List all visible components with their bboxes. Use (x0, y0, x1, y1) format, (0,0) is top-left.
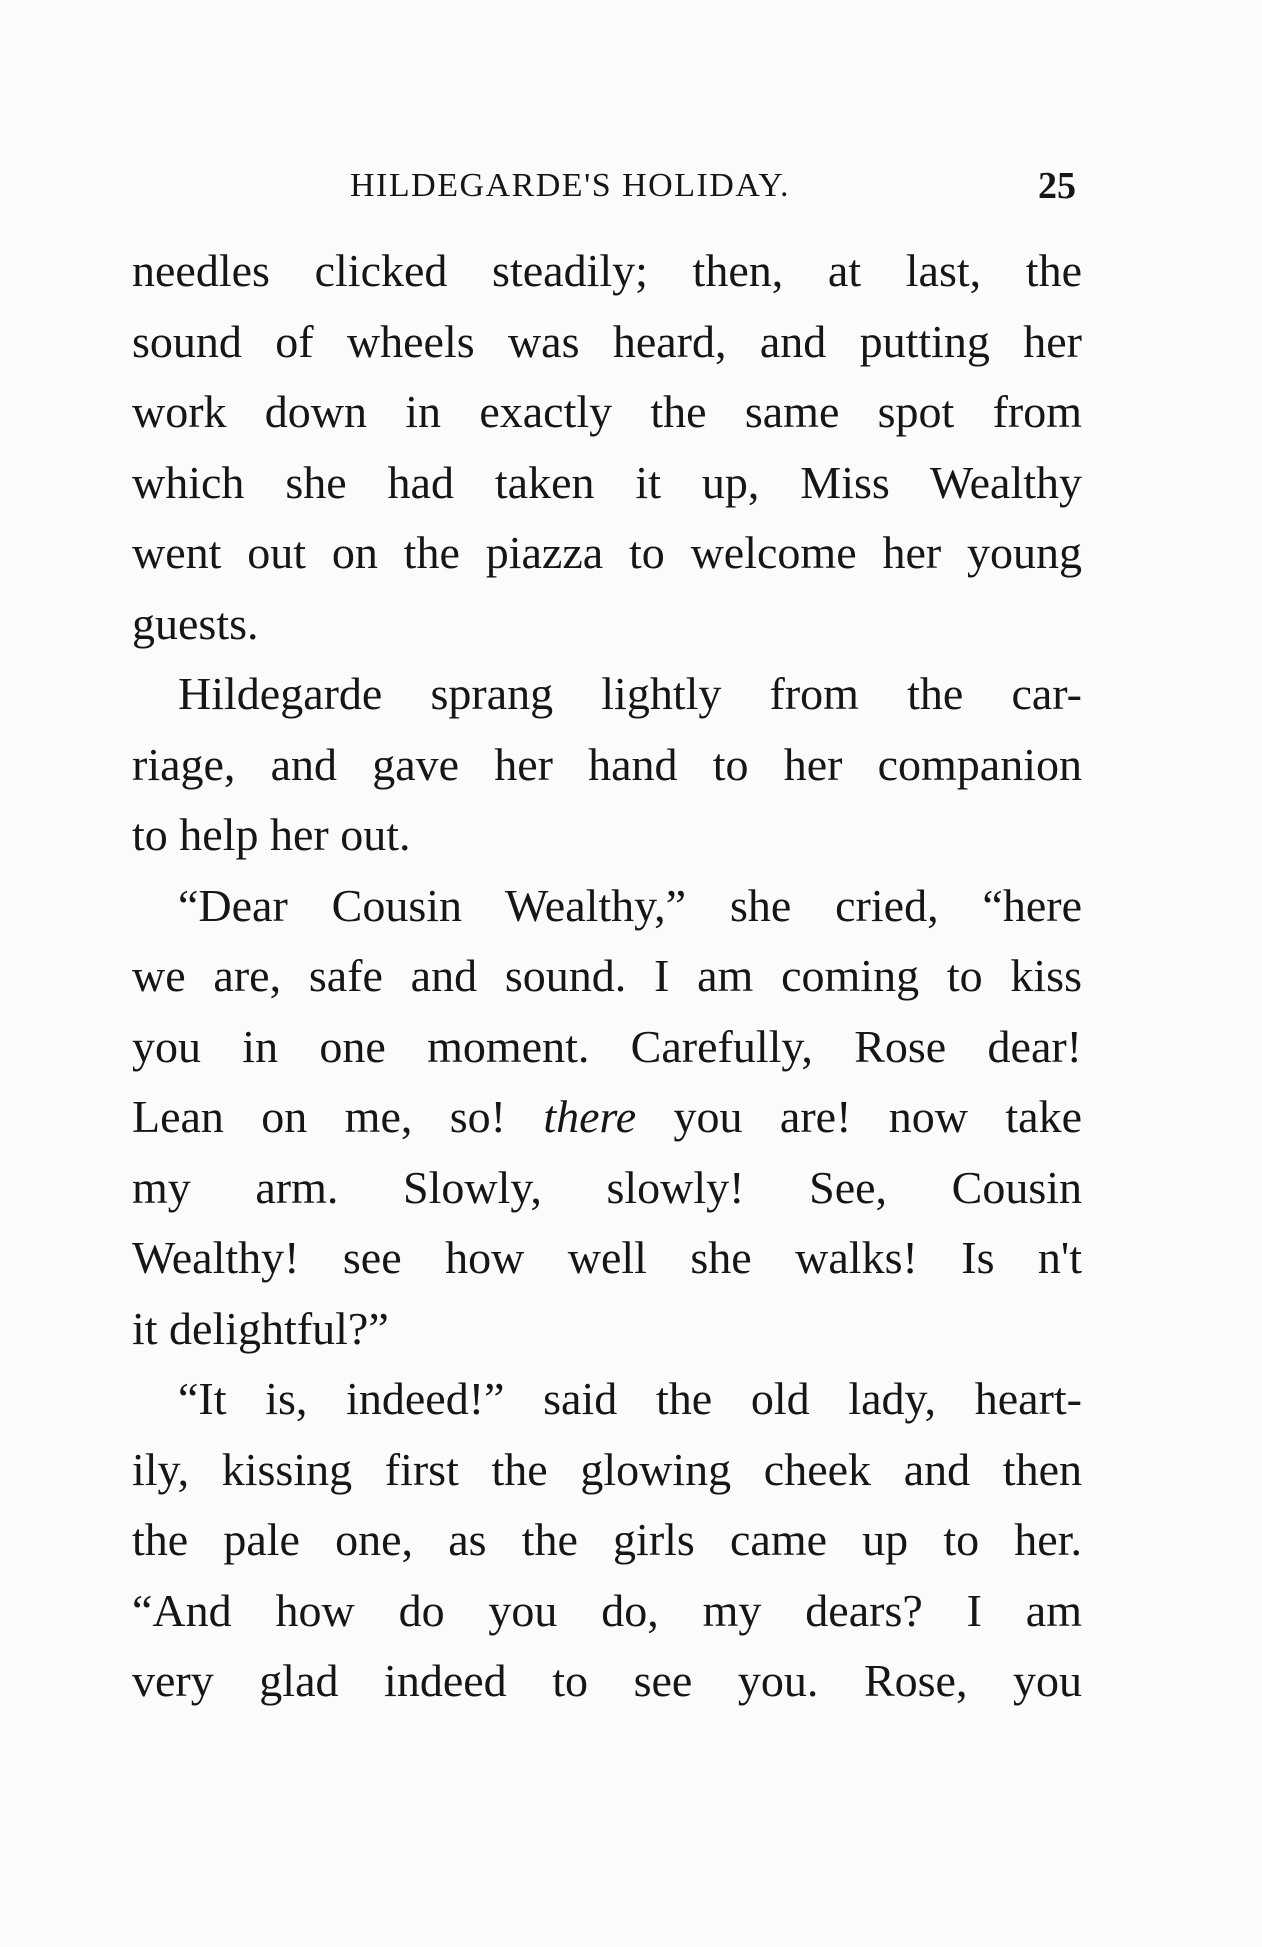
italic-emphasis: there (543, 1091, 637, 1142)
text-line: it delightful?” (132, 1302, 389, 1354)
text-line: we are, safe and sound. I am coming to kiss (132, 950, 1082, 1001)
text-line: “And how do you do, my dears? I am (132, 1584, 1082, 1636)
text-segment: you are! now take (636, 1091, 1082, 1142)
page-header (350, 158, 1086, 214)
text-segment: Lean on me, so! (132, 1091, 544, 1142)
running-title: HILDEGARDE'S HOLIDAY. (350, 167, 790, 204)
text-line: Hildegarde sprang lightly from the car- (178, 668, 1082, 719)
page-number: 25 (1038, 165, 1076, 207)
text-line: sound of wheels was heard, and putting her (132, 315, 1082, 367)
text-line: Wealthy! see how well she walks! Is n't (132, 1232, 1082, 1283)
text-line-with-italic (132, 1082, 1082, 1153)
text-line: guests. (132, 597, 259, 649)
text-line: work down in exactly the same spot from (132, 386, 1082, 437)
text-line: very glad indeed to see you. Rose, you (132, 1655, 1082, 1706)
text-line: the pale one, as the girls came up to her. (132, 1514, 1082, 1565)
text-line: “It is, indeed!” said the old lady, heart- (178, 1373, 1082, 1424)
text-line: which she had taken it up, Miss Wealthy (132, 456, 1082, 508)
text-line: ily, kissing first the glowing cheek and then (132, 1443, 1082, 1495)
text-line: my arm. Slowly, slowly! See, Cousin (132, 1161, 1082, 1213)
text-line: “Dear Cousin Wealthy,” she cried, “here (178, 879, 1082, 931)
text-line: needles clicked steadily; then, at last, the (132, 245, 1082, 296)
body-text (132, 236, 1082, 1717)
text-line: to help her out. (132, 809, 411, 860)
text-line: riage, and gave her hand to her companion (132, 738, 1082, 790)
text-line: went out on the piazza to welcome her young (132, 527, 1082, 578)
text-line: you in one moment. Carefully, Rose dear! (132, 1020, 1082, 1072)
